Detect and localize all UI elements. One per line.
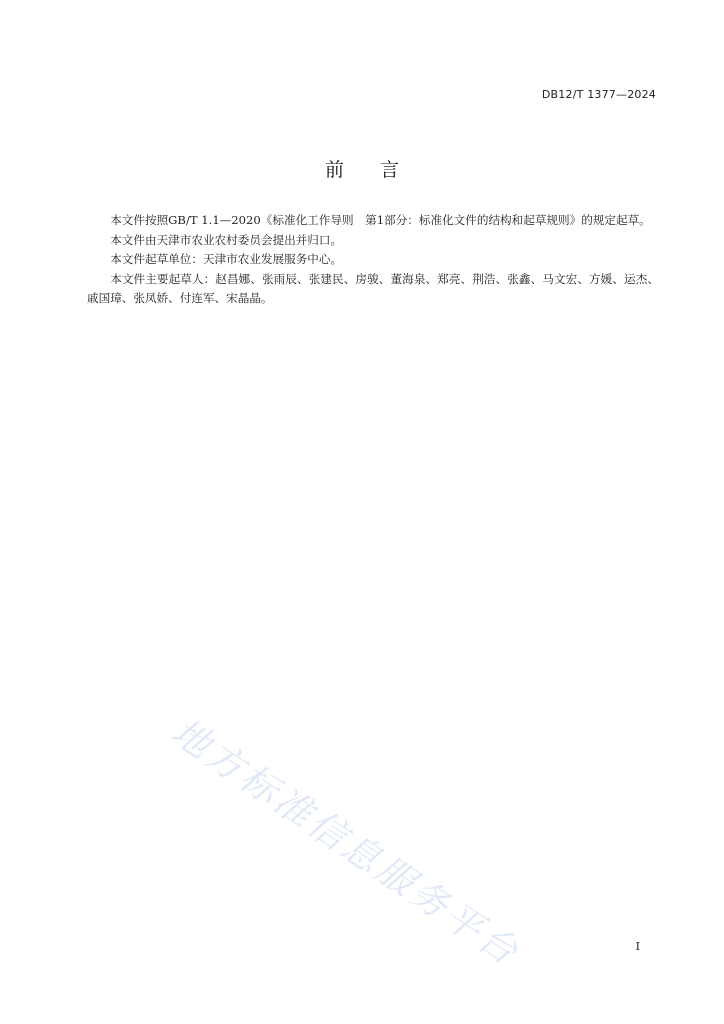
paragraph-drafting-rules: 本文件按照GB/T 1.1—2020《标准化工作导则 第1部分：标准化文件的结构和起草规则》的规定起草。 — [110, 213, 651, 227]
document-body — [87, 211, 659, 309]
paragraph-proposer: 本文件由天津市农业农村委员会提出并归口。 — [110, 232, 343, 247]
page-number: I — [635, 940, 640, 953]
paragraph-drafting-unit: 本文件起草单位：天津市农业发展服务中心。 — [110, 252, 343, 266]
paragraph-drafters: 本文件主要起草人：赵昌娜、张雨辰、张建民、房骏、董海泉、郑亮、荆浩、张鑫、马文宏、方媛、运杰、戚国璋、张凤娇、付连军、宋晶晶。 — [87, 271, 659, 305]
page-title: 前言 — [324, 159, 435, 181]
document-code: DB12/T 1377—2024 — [541, 88, 656, 101]
watermark: 地方标准信息服务平台 — [164, 710, 528, 975]
